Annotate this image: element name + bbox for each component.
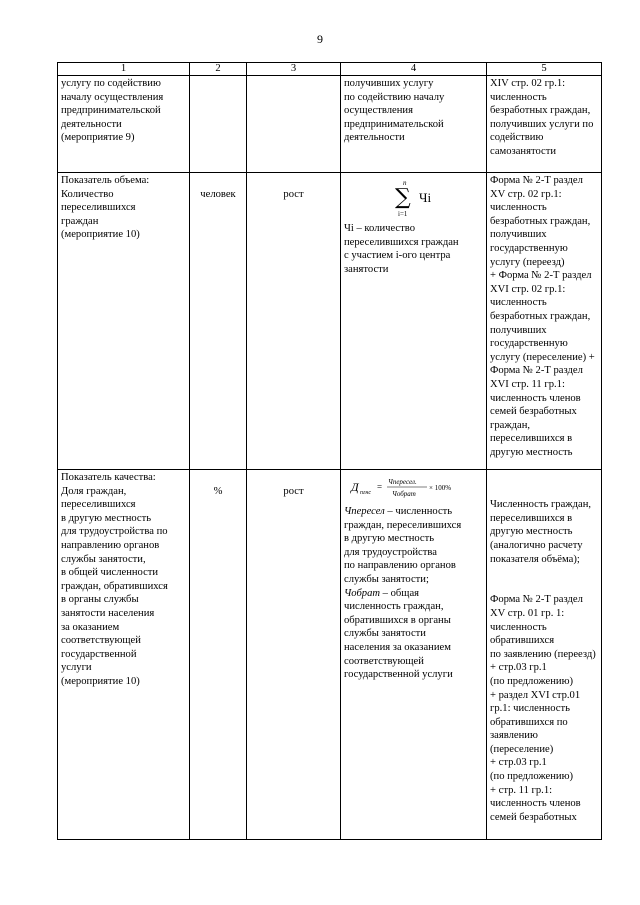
text-line: (мероприятие 10) [61, 675, 140, 687]
indicators-table [57, 62, 602, 840]
sum-term: Чi [418, 190, 431, 205]
text-line: службы занятости, [61, 553, 146, 565]
text-line: самозанятости [490, 145, 557, 157]
text-line: граждан, [490, 419, 531, 431]
text-line: осуществления [344, 105, 413, 117]
text-line: (мероприятие 10) [61, 229, 140, 241]
text-line: Доля граждан, [61, 485, 127, 497]
text-line: получивших [490, 229, 547, 241]
text-line: + стр. 11 гр.1: [490, 784, 553, 796]
text-line: численность [490, 91, 547, 103]
trend-cell [247, 173, 341, 470]
text-line: с участием i-ого центра [344, 250, 451, 262]
text-line: государственную [490, 338, 568, 350]
spacer [490, 566, 598, 580]
header-cell-4: 4 [341, 63, 487, 76]
text-line: Форма № 2-Т раздел [490, 175, 583, 186]
trend-cell [247, 76, 341, 173]
definition-line [344, 505, 483, 519]
unit-value: человек [200, 189, 236, 200]
source-cell [487, 76, 602, 173]
text-line: в органы службы [61, 594, 139, 606]
source-cell [487, 173, 602, 470]
trend-value: рост [283, 189, 304, 200]
page-number: 9 [317, 32, 323, 46]
indicator-cell [58, 76, 190, 173]
unit-cell [190, 173, 247, 470]
table-row-quality [58, 470, 602, 840]
formula-factor: × 100% [428, 484, 451, 492]
text-line: XVI стр. 02 гр.1: [490, 283, 566, 295]
text-line: Форма № 2-Т раздел [490, 365, 583, 377]
text-line: (по предложению) [490, 771, 574, 783]
text-line: показателя объёма); [490, 553, 580, 565]
text-fragment: – численность [384, 506, 453, 517]
text-line: XIV стр. 02 гр.1: [490, 78, 566, 89]
text-line: для трудоустройства по [61, 526, 168, 538]
text-line: предпринимательской [61, 105, 161, 117]
text-line: Чi – количество [344, 223, 415, 234]
text-line: в другую местность [61, 512, 152, 524]
spacer [490, 580, 598, 594]
text-line: службы занятости [344, 628, 426, 640]
text-line: переселившихся граждан [344, 236, 459, 248]
table-row-continuation [58, 76, 602, 173]
text-line: XVI стр. 11 гр.1: [490, 378, 565, 390]
text-line: + стр.03 гр.1 [490, 757, 547, 769]
text-line: граждан, переселившихся [344, 519, 462, 531]
definition-line [344, 587, 483, 601]
text-line: деятельности [344, 132, 405, 144]
text-line: обратившихся в органы [344, 614, 451, 626]
header-cell-5: 5 [487, 63, 602, 76]
text-line: обратившихся по [490, 716, 568, 728]
text-line: безработных граждан, [490, 215, 591, 227]
text-line: Форма № 2-Т раздел [490, 594, 583, 606]
sum-lower-limit: i=1 [397, 210, 407, 218]
text-line: услугу (переезд) [490, 256, 565, 268]
text-line: предпринимательской [344, 118, 444, 130]
text-line: занятости населения [61, 607, 155, 619]
text-line: граждан [61, 215, 99, 227]
text-line: численность [490, 297, 547, 309]
sum-formula [344, 178, 483, 218]
text-line: численность членов [490, 798, 581, 810]
formula-denominator: Чобрат [391, 490, 416, 498]
method-cell [341, 76, 487, 173]
text-line: по направлению органов [344, 560, 456, 572]
text-line: занятости [344, 263, 389, 275]
formula-numerator: Чпересел. [387, 478, 417, 486]
text-line: соответствующей [344, 655, 424, 667]
text-line: по заявлению (переезд) [490, 648, 596, 660]
text-line: + стр.03 гр.1 [490, 662, 547, 674]
text-line: в другую местность [344, 533, 435, 545]
sum-upper-limit: n [402, 179, 406, 187]
text-line: началу осуществления [61, 91, 164, 103]
header-cell-2: 2 [190, 63, 247, 76]
indicator-cell [58, 173, 190, 470]
text-line: численность [490, 202, 547, 214]
spacer [490, 485, 598, 499]
header-cell-1: 1 [58, 63, 190, 76]
text-line: заявлению [490, 730, 538, 742]
text-line: семей безработных [490, 406, 577, 418]
share-formula [344, 475, 483, 499]
text-line: XV стр. 02 гр.1: [490, 188, 562, 200]
text-line: численность членов [490, 392, 581, 404]
formula-lhs-subscript: пгнс [359, 490, 371, 496]
text-line: услугу по содействию [61, 78, 161, 89]
text-line: XV стр. 01 гр. 1: [490, 607, 565, 619]
share-formula-graphic [349, 475, 479, 499]
text-line: государственной услуги [344, 669, 453, 681]
method-cell [341, 470, 487, 840]
text-line: обратившихся [490, 635, 555, 647]
text-line: переселившихся [61, 499, 136, 511]
text-line: по содействию началу [344, 91, 445, 103]
text-line: содействию [490, 132, 544, 144]
text-line: безработных граждан, [490, 105, 591, 117]
text-line: численность граждан, [344, 601, 444, 613]
formula-lhs: Д [350, 480, 359, 494]
spacer [490, 471, 598, 485]
text-line: в общей численности [61, 567, 159, 579]
text-line: (по предложению) [490, 675, 574, 687]
header-row [58, 63, 602, 76]
text-line: соответствующей [61, 635, 141, 647]
term-denominator: Чобрат [344, 587, 381, 599]
text-line: (мероприятие 9) [61, 132, 135, 144]
text-line: семей безработных [490, 811, 577, 823]
text-fragment: – общая [380, 587, 420, 599]
text-line: услуги [61, 662, 92, 674]
term-numerator: Чпересел [344, 506, 385, 517]
text-line: гр.1: численность [490, 703, 570, 715]
text-line: Показатель объема: [61, 175, 150, 186]
text-line: услугу (переселение) + [490, 351, 595, 363]
unit-value: % [213, 486, 223, 497]
text-line: получивших [490, 324, 547, 336]
text-line: + раздел XVI стр.01 [490, 689, 581, 701]
unit-cell [190, 470, 247, 840]
text-line: безработных граждан, [490, 310, 591, 322]
text-line: Количество [61, 188, 114, 200]
text-line: переселившихся [61, 202, 136, 214]
text-line: граждан, обратившихся [61, 580, 168, 592]
text-line: государственную [490, 242, 568, 254]
text-line: (переселение) [490, 743, 554, 755]
text-line: государственной [61, 648, 137, 660]
text-line: за оказанием [61, 621, 120, 633]
text-line: переселившихся в [490, 433, 573, 445]
equals-sign-icon: = [376, 482, 382, 492]
text-line: населения за оказанием [344, 641, 451, 653]
trend-cell [247, 470, 341, 840]
text-line: другую местность [490, 446, 573, 458]
text-line: + Форма № 2-Т раздел [490, 270, 592, 282]
sigma-icon: ∑ [394, 185, 411, 210]
text-line: службы занятости; [344, 573, 429, 585]
header-cell-3: 3 [247, 63, 341, 76]
method-cell [341, 173, 487, 470]
unit-cell [190, 76, 247, 173]
sum-formula-graphic [379, 178, 449, 218]
table-row-volume [58, 173, 602, 470]
text-line: (аналогично расчету [490, 539, 583, 551]
text-line: переселившихся в [490, 512, 573, 524]
indicator-cell [58, 470, 190, 840]
text-line: получивших услугу [344, 78, 434, 89]
text-line: численность [490, 621, 547, 633]
source-cell [487, 470, 602, 840]
text-line: получивших услуги по [490, 118, 594, 130]
text-line: другую местность [490, 526, 573, 538]
text-line: Показатель качества: [61, 472, 156, 483]
text-line: Численность граждан, [490, 499, 592, 511]
trend-value: рост [283, 486, 304, 497]
text-line: направлению органов [61, 539, 160, 551]
text-line: для трудоустройства [344, 546, 437, 558]
text-line: деятельности [61, 118, 122, 130]
